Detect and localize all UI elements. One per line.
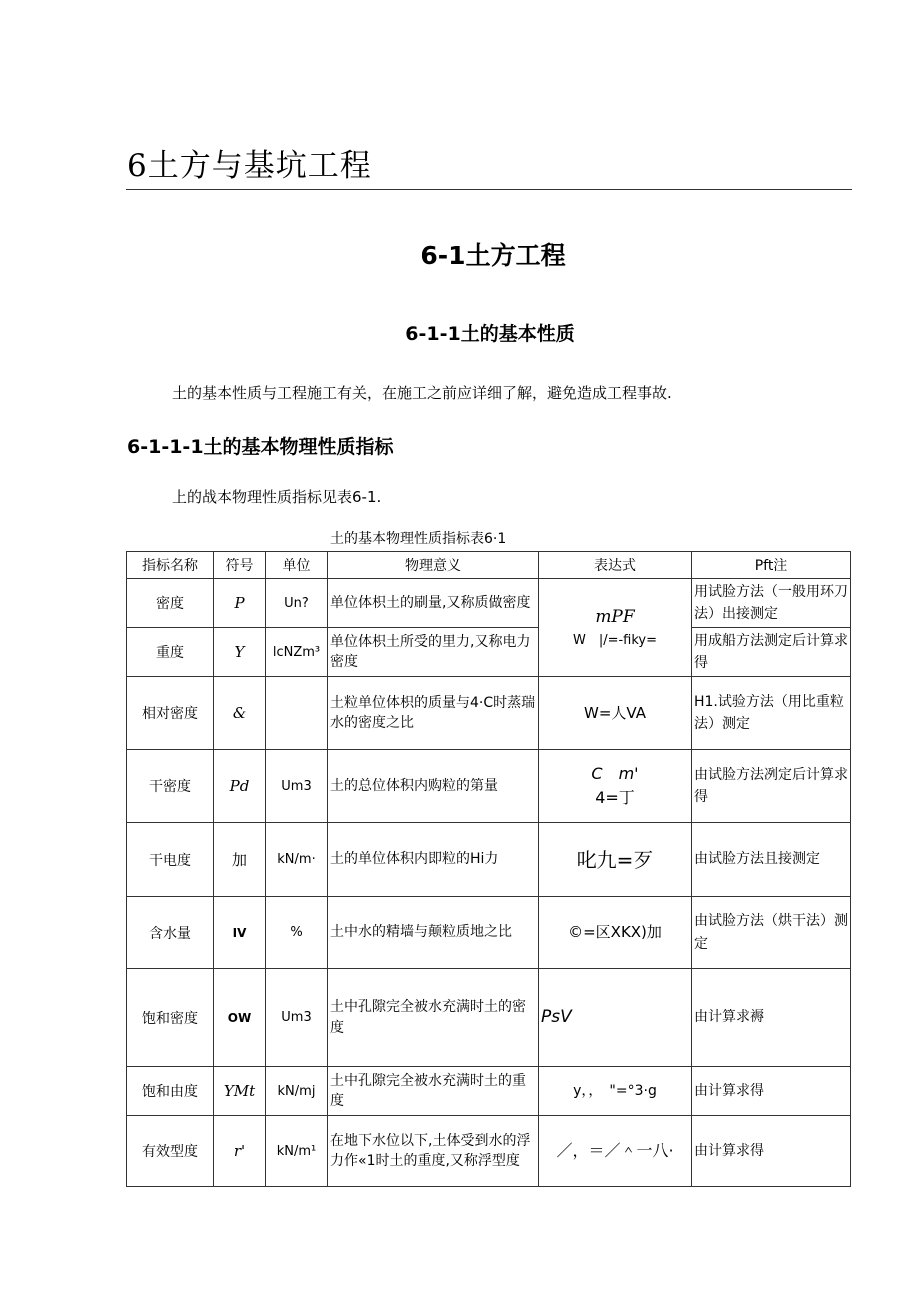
table-row [127,969,851,1067]
table-row [127,1116,851,1187]
expression-cell: ／，＝／＾一八· [539,1116,692,1187]
table-row [127,677,851,750]
header-cell: 物理意义 [328,552,539,579]
section-title: 6-1土方工程 [420,241,566,270]
symbol-cell: r' [214,1116,266,1187]
chapter-title: 6土方与基坑工程 [127,148,372,184]
expression-cell: y，， "=°3·g [539,1067,692,1116]
header-cell: 表达式 [539,552,692,579]
subsubsection-title: 6-1-1-1土的基本物理性质指标 [127,436,394,458]
name-cell: 饱和密度 [127,969,214,1067]
name-cell: 重度 [127,628,214,677]
name-cell: 干电度 [127,823,214,897]
table-row [127,1067,851,1116]
meaning-cell: 土中孔隙完全被水充满时土的重度 [328,1067,539,1116]
name-cell: 相对密度 [127,677,214,750]
header-cell: 指标名称 [127,552,214,579]
meaning-cell: 土粒单位体枳的质量与4·C时蒸瑞水的密度之比 [328,677,539,750]
table-header-row [127,552,851,579]
expression-cell [539,579,692,677]
unit-cell: kN/m· [266,823,328,897]
symbol-cell: 加 [214,823,266,897]
unit-cell: lcNZm³ [266,628,328,677]
meaning-cell: 土的总位体积内购粒的第量 [328,750,539,823]
table-caption: 土的基本物理性质指标表6·1 [330,531,507,547]
note-cell: 由试脸方法且接测定 [692,823,851,897]
unit-cell: Un? [266,579,328,628]
subsection-title: 6-1-1土的基本性质 [405,323,575,345]
name-cell: 饱和由度 [127,1067,214,1116]
symbol-cell: & [214,677,266,750]
table-row [127,628,851,677]
expression-line: W |/=-fiky= [572,632,658,648]
symbol-cell: P [214,579,266,628]
symbol-cell: IV [214,897,266,969]
note-cell: 用试脸方法（一般用环刀法）出接测定 [692,579,851,628]
expression-line: 4=丁 [595,788,635,807]
expression-cell: 叱九=歹 [539,823,692,897]
intro-paragraph: 土的基本性质与工程施工有关，在施工之前应详细了解，避免造成工程事故. [172,384,672,402]
table-row [127,823,851,897]
meaning-cell: 土的单位体积内即粒的Hi力 [328,823,539,897]
symbol-cell: YMt [214,1067,266,1116]
unit-cell [266,677,328,750]
table-row [127,579,851,628]
meaning-cell: 单位体枳土的刷量,又称质做密度 [328,579,539,628]
expression-cell: W=人VA [539,677,692,750]
meaning-cell: 在地下水位以下,土体受到水的浮力作«1时土的重度,又称浮型度 [328,1116,539,1187]
note-cell: 由计算求得 [692,1116,851,1187]
expression-cell: PsV [539,969,692,1067]
symbol-cell: OW [214,969,266,1067]
note-cell: H1.试验方法（用比重粒法）测定 [692,677,851,750]
meaning-cell: 土中孔隙完全被水充满时土的密度 [328,969,539,1067]
header-cell: Pft注 [692,552,851,579]
symbol-cell: Pd [214,750,266,823]
expression-cell: ©=区XKX)加 [539,897,692,969]
meaning-cell: 单位体枳土所受的里力,又称电力密度 [328,628,539,677]
header-cell: 单位 [266,552,328,579]
unit-cell: Um3 [266,750,328,823]
unit-cell: Um3 [266,969,328,1067]
note-cell: 由计算求得 [692,1067,851,1116]
name-cell: 有效型度 [127,1116,214,1187]
unit-cell: kN/mj [266,1067,328,1116]
expression-line: mPF [595,607,635,627]
unit-cell: kN/m¹ [266,1116,328,1187]
note-cell: 由试脸方法（烘干法）测定 [692,897,851,969]
soil-properties-table [126,551,851,1187]
table-row [127,897,851,969]
symbol-cell: Y [214,628,266,677]
note-cell: 用成船方法测定后计算求得 [692,628,851,677]
unit-cell: % [266,897,328,969]
expression-cell [539,750,692,823]
header-cell: 符号 [214,552,266,579]
name-cell: 密度 [127,579,214,628]
note-cell: 由试脸方法冽定后计算求得 [692,750,851,823]
chapter-divider [126,189,852,190]
meaning-cell: 土中水的精墙与颠粒质地之比 [328,897,539,969]
note-cell: 由计算求褥 [692,969,851,1067]
expression-line: C m' [591,764,639,783]
table-row [127,750,851,823]
name-cell: 含水量 [127,897,214,969]
name-cell: 干密度 [127,750,214,823]
table-reference-paragraph: 上的战本物理性质指标见表6-1. [172,488,382,506]
